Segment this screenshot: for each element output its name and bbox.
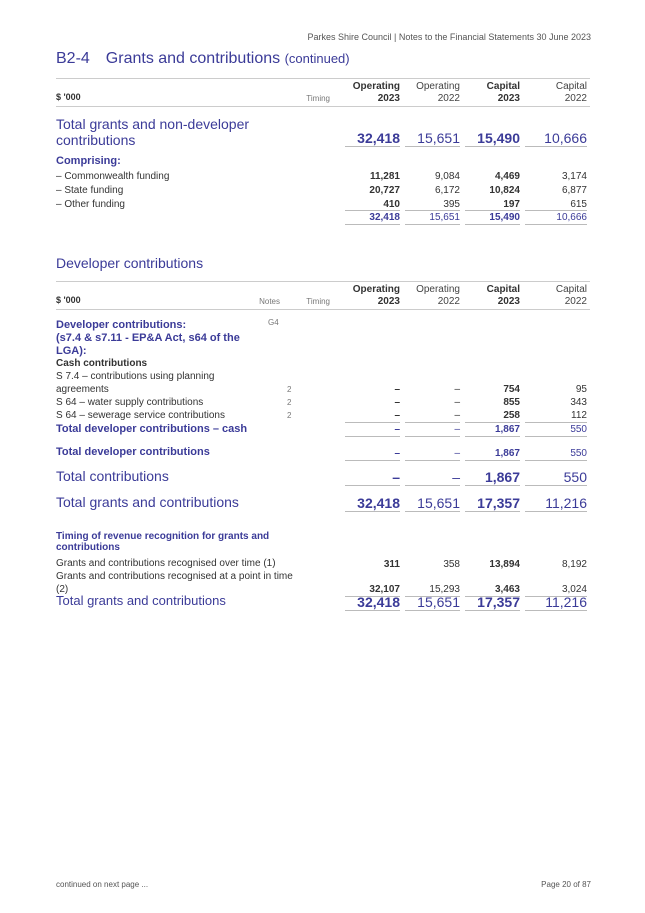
value: 15,293 [405, 583, 460, 597]
continued-note: continued on next page ... [56, 880, 149, 889]
section-title [56, 50, 350, 68]
table1-col1-header: Operating 2023 [352, 81, 400, 104]
timing-heading: Timing of revenue recognition for grants and contributions [56, 531, 270, 553]
total-contrib-label: Total contributions [56, 468, 169, 484]
developer-group-label: Developer contributions: (s7.4 & s7.11 - EP&A Act, s64 of the LGA): [56, 319, 240, 357]
table-row [0, 409, 645, 423]
value: – [394, 397, 400, 408]
timing-total-row [0, 594, 645, 608]
table1-unit: $ '000 [56, 92, 81, 102]
value: 17,357 [465, 495, 520, 512]
value: 358 [443, 559, 460, 570]
value: 32,418 [345, 495, 400, 512]
value: – [454, 397, 460, 408]
row-label: – Commonwealth funding [56, 171, 170, 182]
value: 15,490 [465, 210, 520, 225]
value: – [454, 384, 460, 395]
value: 32,418 [345, 594, 400, 611]
value: 10,666 [525, 210, 587, 225]
total-nondev-label: Total grants and non-developer contributions [56, 116, 250, 148]
total-grants-row [0, 495, 645, 509]
row-label: S 64 – water supply contributions [56, 397, 204, 408]
total-grants-label: Total grants and contributions [56, 494, 239, 510]
table1-col4-header: Capital 2022 [555, 81, 587, 104]
value: 15,651 [405, 594, 460, 611]
value: 15,651 [405, 495, 460, 512]
timing-ref: 2 [287, 385, 292, 394]
value: 6,877 [561, 185, 587, 196]
total-dev-label: Total developer contributions [56, 446, 210, 458]
value: 754 [503, 384, 520, 395]
value: 1,867 [465, 423, 520, 437]
value: 95 [575, 384, 587, 395]
value: – [405, 469, 460, 486]
value: 11,281 [369, 171, 400, 182]
table2-col4-header: Capital 2022 [555, 284, 587, 307]
table1-timing-header: Timing [306, 94, 330, 103]
row-label: S 64 – sewerage service contributions [56, 410, 225, 421]
value: 10,824 [489, 185, 520, 196]
section-title-text: Grants and contributions [105, 50, 281, 67]
total-cash-row [0, 423, 645, 437]
value: 112 [525, 409, 587, 423]
value: 6,172 [434, 185, 460, 196]
value: 17,357 [465, 594, 520, 611]
table1-col2-header: Operating 2022 [416, 81, 460, 104]
row-label: S 7.4 – contributions using planning agreements [56, 371, 215, 395]
value: 550 [525, 447, 587, 461]
table2-col2-header: Operating 2022 [416, 284, 460, 307]
value: 15,490 [465, 130, 520, 147]
total-nondev-row [0, 130, 645, 144]
group-note-ref: G4 [268, 318, 279, 327]
value: 258 [465, 409, 520, 423]
table1-top-rule [56, 78, 590, 79]
timing-ref: 2 [287, 411, 292, 420]
value: 10,666 [525, 130, 587, 147]
value: 197 [503, 199, 520, 210]
table1-header-rule [56, 106, 590, 107]
running-header: Parkes Shire Council | Notes to the Financial Statements 30 June 2023 [307, 32, 591, 42]
value: 15,651 [405, 130, 460, 147]
comprising-label: Comprising: [56, 155, 121, 167]
value: – [405, 409, 460, 423]
timing-ref: 2 [287, 398, 292, 407]
value: 32,418 [345, 130, 400, 147]
table1-col3-header: Capital 2023 [486, 81, 520, 104]
table2-notes-header: Notes [259, 297, 280, 306]
section-number: B2-4 [56, 50, 90, 67]
row-label: Grants and contributions recognised at a point in time (2) [56, 571, 293, 595]
value: – [405, 447, 460, 461]
value: 4,469 [494, 171, 520, 182]
total-cash-label: Total developer contributions – cash [56, 423, 248, 435]
timing-total-label: Total grants and contributions [56, 593, 226, 608]
total-dev-row [0, 447, 645, 461]
row-label: – Other funding [56, 199, 125, 210]
value: 311 [383, 559, 400, 570]
table-row [0, 184, 645, 198]
table-row [0, 396, 645, 410]
section-continued: (continued) [284, 51, 350, 66]
table-row [0, 170, 645, 184]
value: – [345, 469, 400, 486]
value: 550 [525, 469, 587, 486]
value: 855 [503, 397, 520, 408]
value: – [394, 384, 400, 395]
table-row [0, 383, 645, 397]
value: 3,174 [561, 171, 587, 182]
value: 32,107 [345, 583, 400, 597]
table2-timing-header: Timing [306, 297, 330, 306]
table2-header-rule [56, 309, 590, 310]
value: 615 [570, 199, 587, 210]
developer-heading: Developer contributions [56, 255, 204, 271]
total-contrib-row [0, 469, 645, 483]
value: 11,216 [525, 495, 587, 512]
value: 343 [570, 397, 587, 408]
value: 9,084 [434, 171, 460, 182]
value: 550 [525, 423, 587, 437]
value: 1,867 [465, 469, 520, 486]
value: 32,418 [345, 210, 400, 225]
value: 13,894 [489, 559, 520, 570]
value: – [345, 423, 400, 437]
value: 3,463 [465, 583, 520, 597]
cash-contributions-label: Cash contributions [56, 358, 148, 369]
value: 20,727 [369, 185, 400, 196]
subtotal-row [0, 210, 645, 224]
row-label: – State funding [56, 185, 124, 196]
value: – [405, 423, 460, 437]
value: 395 [443, 199, 460, 210]
value: – [345, 447, 400, 461]
value: 15,651 [405, 210, 460, 225]
table2-col1-header: Operating 2023 [352, 284, 400, 307]
value: – [345, 409, 400, 423]
value: 8,192 [561, 559, 587, 570]
page-number: Page 20 of 87 [541, 880, 591, 889]
value: 1,867 [465, 447, 520, 461]
table2-top-rule [56, 281, 590, 282]
value: 11,216 [525, 594, 587, 611]
row-label: Grants and contributions recognised over time (1) [56, 558, 276, 569]
table2-unit: $ '000 [56, 295, 81, 305]
value: 410 [383, 199, 400, 210]
value: 3,024 [525, 583, 587, 597]
table2-col3-header: Capital 2023 [486, 284, 520, 307]
